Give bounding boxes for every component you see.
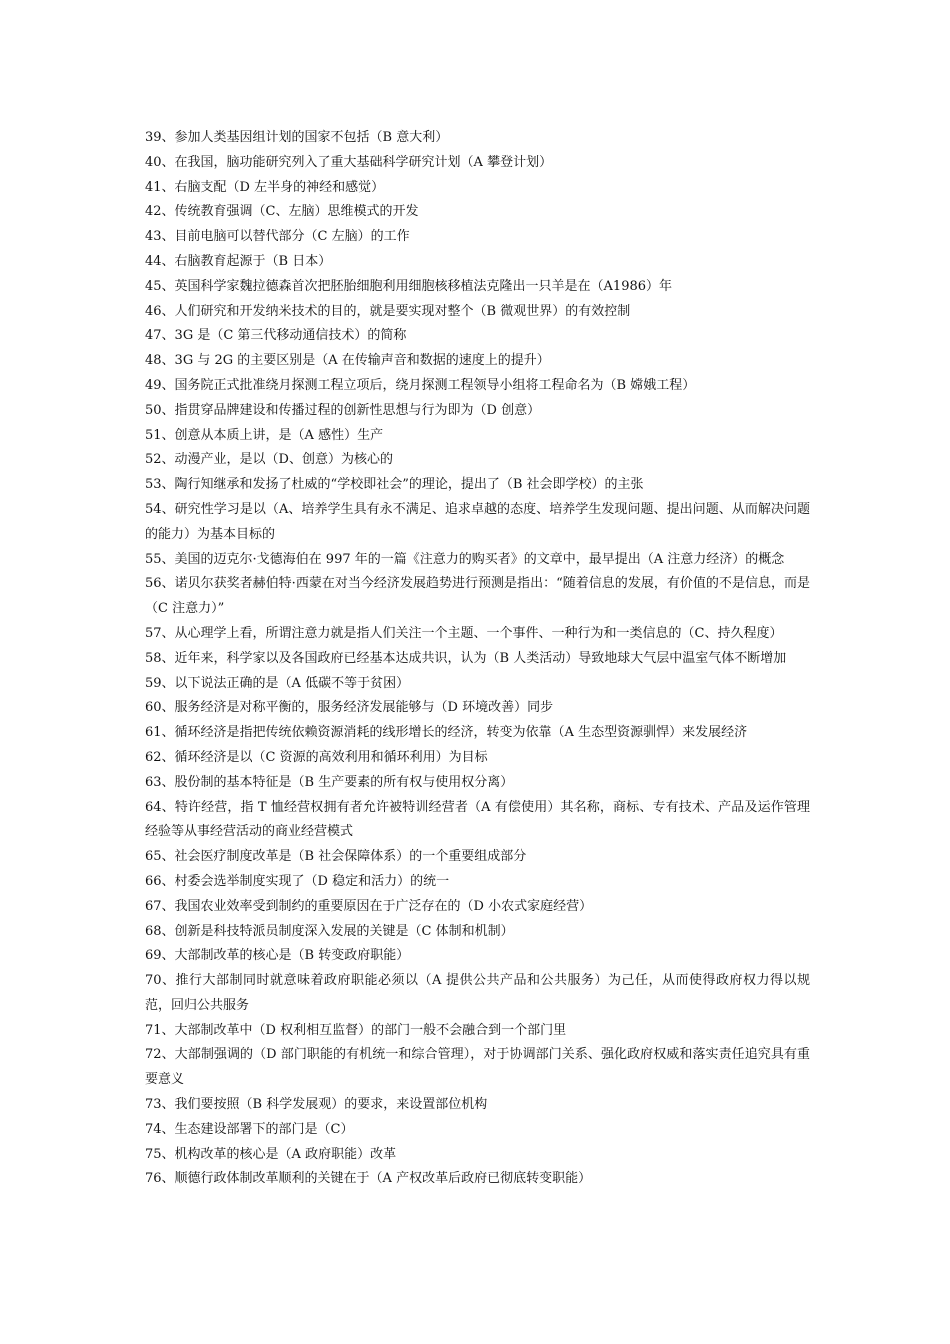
list-item: 59、以下说法正确的是（A 低碳不等于贫困） [145,675,410,691]
list-item: 58、近年来，科学家以及各国政府已经基本达成共识，认为（B 人类活动）导致地球大气层中温室气体不断增加 [145,650,787,666]
list-item: 53、陶行知继承和发扬了杜威的“学校即社会”的理论，提出了（B 社会即学校）的主张 [145,477,644,493]
list-item: 41、右脑支配（D 左半身的神经和感觉） [145,179,385,195]
list-item: 57、从心理学上看，所谓注意力就是指人们关注一个主题、一个事件、一种行为和一类信息的（C、持久程度） [145,625,783,641]
list-item: 46、人们研究和开发纳米技术的目的，就是要实现对整个（B 微观世界）的有效控制 [145,303,631,319]
list-item: 49、国务院正式批准绕月探测工程立项后，绕月探测工程领导小组将工程命名为（B 嫦娥工程） [145,377,696,393]
list-item: 45、英国科学家魏拉德森首次把胚胎细胞利用细胞核移植法克隆出一只羊是在（A1986）年 [145,278,673,294]
list-item: 62、循环经济是以（C 资源的高效利用和循环利用）为目标 [145,749,488,765]
list-item: 52、动漫产业，是以（D、创意）为核心的 [145,452,393,468]
list-item: 67、我国农业效率受到制约的重要原因在于广泛存在的（D 小农式家庭经营） [145,898,593,914]
list-item: 61、循环经济是指把传统依赖资源消耗的线形增长的经济，转变为依靠（A 生态型资源驯悍）来发展经济 [145,725,748,741]
list-item: 43、目前电脑可以替代部分（C 左脑）的工作 [145,229,410,245]
list-item: 70、推行大部制同时就意味着政府职能必须以（A 提供公共产品和公共服务）为己任，从而使得政府权力得以规范，回归公共服务 [145,973,810,1013]
list-item: 74、生态建设部署下的部门是（C） [145,1121,354,1137]
list-item: 69、大部制改革的核心是（B 转变政府职能） [145,948,410,964]
list-item: 65、社会医疗制度改革是（B 社会保障体系）的一个重要组成部分 [145,849,527,865]
list-item: 50、指贯穿品牌建设和传播过程的创新性思想与行为即为（D 创意） [145,402,541,418]
list-item: 55、美国的迈克尔·戈德海伯在 997 年的一篇《注意力的购买者》的文章中，最早提出（A 注意力经济）的概念 [145,551,785,567]
list-item: 40、在我国，脑功能研究列入了重大基础科学研究计划（A 攀登计划） [145,154,553,170]
list-item: 75、机构改革的核心是（A 政府职能）改革 [145,1146,397,1162]
list-item: 51、创意从本质上讲，是（A 感性）生产 [145,427,384,443]
list-item: 72、大部制强调的（D 部门职能的有机统一和综合管理），对于协调部门关系、强化政府权威和落实责任追究具有重要意义 [145,1047,810,1088]
list-item: 56、诺贝尔获奖者赫伯特·西蒙在对当今经济发展趋势进行预测是指出：“随着信息的发展，有价值的不是信息，而是（C 注意力）” [145,576,810,617]
list-item: 47、3G 是（C 第三代移动通信技术）的简称 [145,328,407,344]
list-item: 44、右脑教育起源于（B 日本） [145,253,332,269]
list-item: 66、村委会选举制度实现了（D 稳定和活力）的统一 [145,873,450,889]
list-item: 64、特许经营，指 T 恤经营权拥有者允许被特训经营者（A 有偿使用）其名称，商标、专有技术、产品及运作管理经验等从事经营活动的商业经营模式 [145,799,810,840]
list-item: 76、顺德行政体制改革顺利的关键在于（A 产权改革后政府已彻底转变职能） [145,1171,592,1187]
list-item: 71、大部制改革中（D 权利相互监督）的部门一般不会融合到一个部门里 [145,1022,567,1038]
list-item: 63、股份制的基本特征是（B 生产要素的所有权与使用权分离） [145,774,514,790]
list-item: 39、参加人类基因组计划的国家不包括（B 意大利） [145,130,449,145]
list-item: 68、创新是科技特派员制度深入发展的关键是（C 体制和机制） [145,923,514,939]
list-item: 73、我们要按照（B 科学发展观）的要求，来设置部位机构 [145,1097,488,1113]
list-item: 54、研究性学习是以（A、培养学生具有永不满足、追求卓越的态度、培养学生发现问题、提出问题、从而解决问题的能力）为基本目标的 [145,501,810,542]
list-item: 48、3G 与 2G 的主要区别是（A 在传输声音和数据的速度上的提升） [145,353,550,369]
question-list [145,126,810,1192]
list-item: 42、传统教育强调（C、左脑）思维模式的开发 [145,204,419,220]
list-item: 60、服务经济是对称平衡的，服务经济发展能够与（D 环境改善）同步 [145,700,554,716]
